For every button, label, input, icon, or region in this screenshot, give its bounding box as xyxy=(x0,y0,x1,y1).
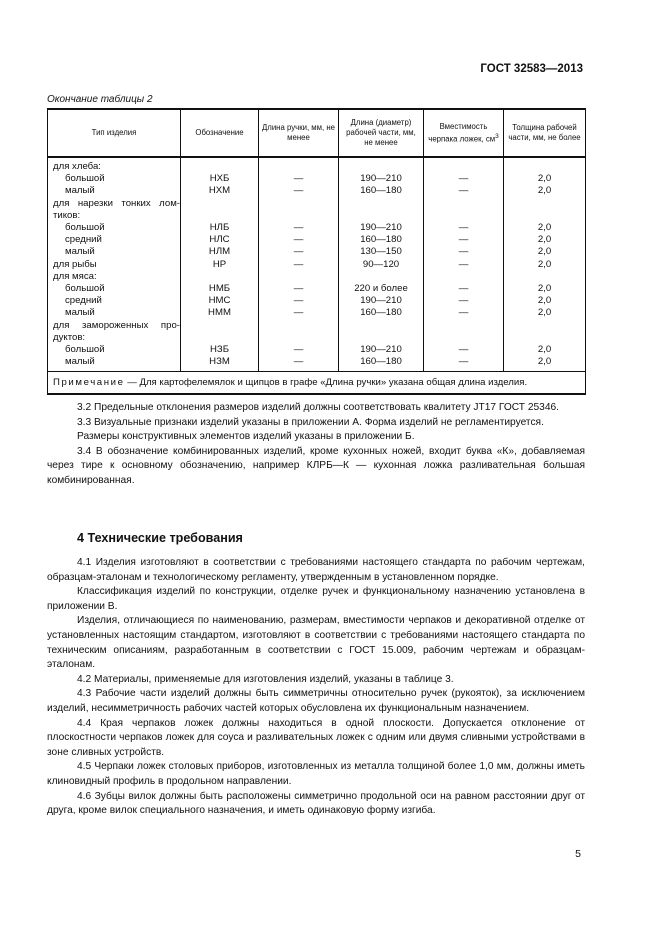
cell-name: дуктов: xyxy=(48,332,181,344)
cell-handle: — xyxy=(259,259,339,271)
cell-length: 190—210 xyxy=(339,295,424,307)
cell-length: 160—180 xyxy=(339,307,424,319)
cell-name: для нарезки тонких лом- xyxy=(48,198,181,210)
paragraph: 4.4 Края черпаков ложек должны находиться в одной плоскости. Допускается отклонение от плоскостности черпаков ложек для соуса и разливательных ложек с одним или двумя сливными устройствами в зоне сливных устройств. xyxy=(47,717,585,758)
table-caption: Окончание таблицы 2 xyxy=(47,94,153,105)
cell-code: НМС xyxy=(181,295,259,307)
cell-volume xyxy=(424,271,504,283)
cell-name: большой xyxy=(48,222,181,234)
cell-volume: — xyxy=(424,356,504,372)
cell-name: большой xyxy=(48,173,181,185)
cell-volume: — xyxy=(424,234,504,246)
cell-code: НЛС xyxy=(181,234,259,246)
cell-volume xyxy=(424,198,504,210)
paragraph: 3.3 Визуальные признаки изделий указаны в приложении А. Форма изделий не регламентируется. xyxy=(77,416,544,428)
cell-handle: — xyxy=(259,222,339,234)
table-row xyxy=(48,283,586,295)
cell-volume xyxy=(424,157,504,173)
table-note xyxy=(48,372,586,395)
cell-code: НХМ xyxy=(181,185,259,197)
table-header-row xyxy=(48,109,586,157)
table-row xyxy=(48,234,586,246)
document-header: ГОСТ 32583—2013 xyxy=(480,63,583,75)
cell-name: средний xyxy=(48,234,181,246)
cell-handle xyxy=(259,271,339,283)
cell-volume: — xyxy=(424,307,504,319)
col-header-code: Обозначение xyxy=(181,109,259,157)
cell-name: средний xyxy=(48,295,181,307)
cell-name: для рыбы xyxy=(48,259,181,271)
cell-volume xyxy=(424,332,504,344)
cell-code: НХБ xyxy=(181,173,259,185)
cell-volume: — xyxy=(424,295,504,307)
volume-unit-sup: 3 xyxy=(495,132,499,140)
paragraph: Изделия, отличающиеся по наименованию, размерам, вместимости черпаков и декоративной отделке от установленных настоящим стандартом, изготовляют в соответствии с требованиями настоящего стандарта по техническим описаниям, разработанным в соответствии с ГОСТ 15.009, рабочим чертежам и образцам-эталонам. xyxy=(47,615,585,671)
paragraph: 3.4 В обозначение комбинированных изделий, кроме кухонных ножей, входит буква «К», добавляемая через тире к основному обозначению, например КЛРБ—К — кухонная ложка разливательная большая комбинированная. xyxy=(47,445,585,486)
dimensions-table xyxy=(47,108,586,395)
cell-code xyxy=(181,157,259,173)
col-header-length: Длина (диаметр) рабочей части, мм, не менее xyxy=(339,109,424,157)
cell-thickness xyxy=(504,210,586,222)
cell-code xyxy=(181,210,259,222)
cell-handle: — xyxy=(259,307,339,319)
paragraph: Классификация изделий по конструкции, отделке ручек и функциональному назначению установлена в приложении В. xyxy=(47,586,585,612)
clause-4-text xyxy=(47,556,585,819)
cell-code xyxy=(181,320,259,332)
cell-volume xyxy=(424,210,504,222)
table-row xyxy=(48,271,586,283)
cell-thickness: 2,0 xyxy=(504,259,586,271)
cell-code: НЛМ xyxy=(181,246,259,258)
cell-handle: — xyxy=(259,283,339,295)
table-note-row xyxy=(48,372,586,395)
cell-name: большой xyxy=(48,283,181,295)
cell-thickness: 2,0 xyxy=(504,246,586,258)
table-row xyxy=(48,210,586,222)
table-body xyxy=(48,157,586,372)
table-row xyxy=(48,332,586,344)
cell-handle: — xyxy=(259,185,339,197)
cell-code xyxy=(181,198,259,210)
cell-name: для мяса: xyxy=(48,271,181,283)
paragraph: 4.5 Черпаки ложек столовых приборов, изготовленных из металла толщиной более 1,0 мм, должны иметь клиновидный профиль в продольном направлении. xyxy=(47,761,585,787)
table-row xyxy=(48,344,586,356)
cell-length: 190—210 xyxy=(339,173,424,185)
cell-length: 160—180 xyxy=(339,356,424,372)
cell-length xyxy=(339,210,424,222)
cell-volume: — xyxy=(424,259,504,271)
cell-length: 220 и более xyxy=(339,283,424,295)
cell-code: НЛБ xyxy=(181,222,259,234)
cell-length: 160—180 xyxy=(339,234,424,246)
cell-volume: — xyxy=(424,173,504,185)
cell-thickness: 2,0 xyxy=(504,356,586,372)
cell-length: 190—210 xyxy=(339,222,424,234)
cell-handle xyxy=(259,157,339,173)
cell-length: 130—150 xyxy=(339,246,424,258)
cell-thickness: 2,0 xyxy=(504,344,586,356)
cell-handle: — xyxy=(259,344,339,356)
section-title: 4 Технические требования xyxy=(77,531,243,545)
cell-volume xyxy=(424,320,504,332)
clause-3-text xyxy=(47,401,585,489)
cell-length xyxy=(339,320,424,332)
cell-length xyxy=(339,198,424,210)
col-header-volume xyxy=(424,109,504,157)
cell-handle: — xyxy=(259,173,339,185)
table-row xyxy=(48,173,586,185)
cell-name: для замороженных про- xyxy=(48,320,181,332)
paragraph: 3.2 Предельные отклонения размеров изделий должны соответствовать квалитету JT17 ГОСТ 25346. xyxy=(77,402,560,413)
cell-handle: — xyxy=(259,246,339,258)
cell-name: малый xyxy=(48,356,181,372)
cell-volume: — xyxy=(424,344,504,356)
cell-length: 190—210 xyxy=(339,344,424,356)
cell-thickness: 2,0 xyxy=(504,222,586,234)
cell-length xyxy=(339,157,424,173)
cell-length xyxy=(339,332,424,344)
cell-volume: — xyxy=(424,246,504,258)
cell-name: большой xyxy=(48,344,181,356)
cell-handle: — xyxy=(259,295,339,307)
cell-thickness xyxy=(504,320,586,332)
cell-code: НЗМ xyxy=(181,356,259,372)
table-row xyxy=(48,198,586,210)
cell-code: НМБ xyxy=(181,283,259,295)
table-row xyxy=(48,356,586,372)
cell-length: 160—180 xyxy=(339,185,424,197)
table-row xyxy=(48,320,586,332)
table-row xyxy=(48,307,586,319)
table-row xyxy=(48,246,586,258)
cell-handle xyxy=(259,210,339,222)
cell-thickness xyxy=(504,198,586,210)
cell-handle xyxy=(259,320,339,332)
paragraph: 4.2 Материалы, применяемые для изготовления изделий, указаны в таблице 3. xyxy=(77,673,454,685)
cell-thickness: 2,0 xyxy=(504,307,586,319)
cell-name: малый xyxy=(48,185,181,197)
volume-label: Вместимость черпака ложек, см xyxy=(428,121,496,144)
paragraph: Размеры конструктивных элементов изделий указаны в приложении Б. xyxy=(77,431,415,443)
paragraph: 4.3 Рабочие части изделий должны быть симметричны относительно ручек (рукояток), за исключением изделий, несимметричность рабочих частей которых обусловлена их функциональным назначением. xyxy=(47,688,585,714)
cell-name: малый xyxy=(48,246,181,258)
cell-handle xyxy=(259,332,339,344)
cell-code: НР xyxy=(181,259,259,271)
cell-thickness: 2,0 xyxy=(504,234,586,246)
cell-length: 90—120 xyxy=(339,259,424,271)
cell-thickness xyxy=(504,271,586,283)
cell-handle: — xyxy=(259,234,339,246)
cell-thickness xyxy=(504,157,586,173)
cell-thickness: 2,0 xyxy=(504,283,586,295)
cell-volume: — xyxy=(424,222,504,234)
cell-thickness xyxy=(504,332,586,344)
table-row xyxy=(48,185,586,197)
cell-name: для хлеба: xyxy=(48,157,181,173)
page-number: 5 xyxy=(575,848,581,860)
paragraph: 4.6 Зубцы вилок должны быть расположены симметрично продольной оси на равном расстоянии друг от друга, кроме вилок специального назначения, и иметь одинаковую форму изгиба. xyxy=(47,790,585,817)
note-text: — Для картофелемялок и щипцов в графе «Длина ручки» указана общая длина изделия. xyxy=(124,377,528,389)
cell-code: НЗБ xyxy=(181,344,259,356)
table-row xyxy=(48,157,586,173)
cell-name: малый xyxy=(48,307,181,319)
paragraph: 4.1 Изделия изготовляют в соответствии с требованиями настоящего стандарта по рабочим чертежам, образцам-эталонам и технологическому регламенту, утвержденным в установленном порядке. xyxy=(47,557,585,583)
table-row xyxy=(48,295,586,307)
cell-handle xyxy=(259,198,339,210)
cell-code xyxy=(181,332,259,344)
table-row xyxy=(48,259,586,271)
cell-thickness: 2,0 xyxy=(504,185,586,197)
col-header-type: Тип изделия xyxy=(48,109,181,157)
cell-handle: — xyxy=(259,356,339,372)
cell-code xyxy=(181,271,259,283)
col-header-handle: Длина ручки, мм, не менее xyxy=(259,109,339,157)
cell-volume: — xyxy=(424,185,504,197)
cell-length xyxy=(339,271,424,283)
table-row xyxy=(48,222,586,234)
col-header-thickness: Толщина рабочей части, мм, не более xyxy=(504,109,586,157)
cell-code: НММ xyxy=(181,307,259,319)
note-label: Примечание xyxy=(53,377,125,389)
cell-volume: — xyxy=(424,283,504,295)
cell-name: тиков: xyxy=(48,210,181,222)
cell-thickness: 2,0 xyxy=(504,295,586,307)
cell-thickness: 2,0 xyxy=(504,173,586,185)
